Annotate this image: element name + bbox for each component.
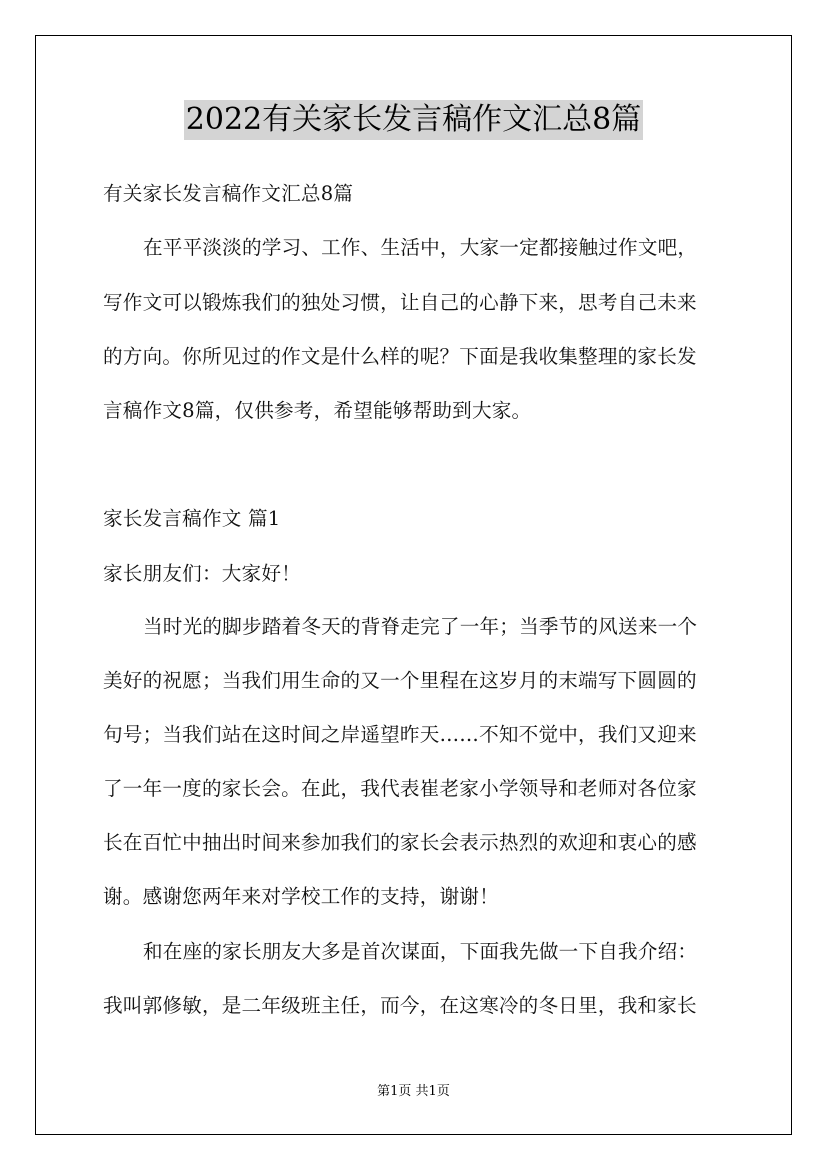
para2-line-1: 和在座的家长朋友大多是首次谋面，下面我先做一下自我介绍：: [143, 940, 698, 963]
title-container: [0, 100, 827, 140]
para1-line-5: 长在百忙中抽出时间来参加我们的家长会表示热烈的欢迎和衷心的感: [103, 831, 697, 854]
page-number: 第1页 共1页: [377, 1084, 450, 1099]
document-subtitle: 有关家长发言稿作文汇总8篇: [103, 182, 354, 205]
intro-line-1: 在平平淡淡的学习、工作、生活中，大家一定都接触过作文吧，: [143, 236, 698, 259]
para1-line-6: 谢。感谢您两年来对学校工作的支持，谢谢！: [103, 885, 499, 908]
para1-line-1: 当时光的脚步踏着冬天的背脊走完了一年；当季节的风送来一个: [143, 615, 698, 638]
para1-line-4: 了一年一度的家长会。在此，我代表崔老家小学领导和老师对各位家: [103, 777, 697, 800]
para1-line-3: 句号；当我们站在这时间之岸遥望昨天……不知不觉中，我们又迎来: [103, 723, 697, 746]
greeting: 家长朋友们：大家好！: [103, 562, 301, 585]
intro-line-3: 的方向。你所见过的作文是什么样的呢？下面是我收集整理的家长发: [103, 345, 697, 368]
intro-line-2: 写作文可以锻炼我们的独处习惯，让自己的心静下来，思考自己未来: [103, 291, 697, 314]
para2-line-2: 我叫郭修敏，是二年级班主任，而今，在这寒冷的冬日里，我和家长: [103, 994, 697, 1017]
intro-line-4: 言稿作文8篇，仅供参考，希望能够帮助到大家。: [103, 399, 532, 422]
document-title: 2022有关家长发言稿作文汇总8篇: [184, 100, 643, 140]
section-heading: 家长发言稿作文 篇1: [103, 507, 281, 530]
para1-line-2: 美好的祝愿；当我们用生命的又一个里程在这岁月的末端写下圆圆的: [103, 669, 697, 692]
